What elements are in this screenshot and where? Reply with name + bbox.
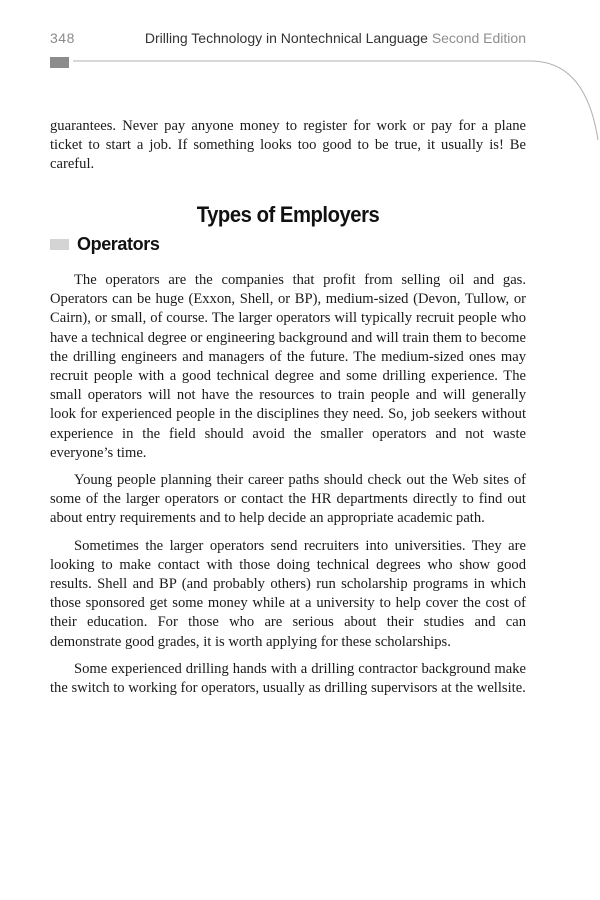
body-paragraph: Sometimes the larger operators send recruiters into universities. They are looking to make contact with those doing technical degrees who show good results. Shell and BP (and probably others) run scholarship programs in which those sponsored get some money while at a university to help cover the cost of their education. For those who are serious about their studies and can demonstrate good grades, it is worth applying for these scholarships.	[50, 537, 526, 650]
page-content	[50, 117, 526, 698]
subsection-title: Operators	[77, 233, 160, 254]
subsection-heading	[50, 235, 526, 254]
body-paragraph: Young people planning their career paths should check out the Web sites of some of the larger operators or contact the HR departments directly to find out about entry requirements and to help decide an appropriate academic path.	[50, 472, 526, 527]
book-edition: Second Edition	[431, 30, 526, 46]
body-paragraph: Some experienced drilling hands with a drilling contractor background make the switch to working for operators, usually as drilling supervisors at the wellsite.	[50, 660, 526, 697]
book-title: Drilling Technology in Nontechnical Language	[144, 30, 428, 46]
header-marker-block	[50, 57, 69, 68]
body-paragraph: The operators are the companies that profit from selling oil and gas. Operators can be huge (Exxon, Shell, or BP), medium-sized (Devon, Tullow, or Cairn), or small, of course. The larger operators will typically recruit people who have a technical degree or engineering background and will train them to become the drilling engineers and managers of the future. The medium-sized ones may recruit people with a good technical degree and some drilling experience. The small operators will not have the resources to train people and will generally look for experienced people in the disciplines they need. So, job seekers without experience in the field should avoid the smaller operators and not waste everyone’s time.	[50, 272, 526, 461]
intro-paragraph: guarantees. Never pay anyone money to register for work or pay for a plane ticket to start a job. If something looks too good to be true, it usually is! Be careful.	[50, 118, 526, 173]
page-header	[50, 30, 526, 50]
page-number: 348	[50, 30, 75, 46]
section-title: Types of Employers	[196, 201, 380, 227]
subsection-marker	[50, 239, 69, 250]
running-title	[145, 30, 526, 46]
